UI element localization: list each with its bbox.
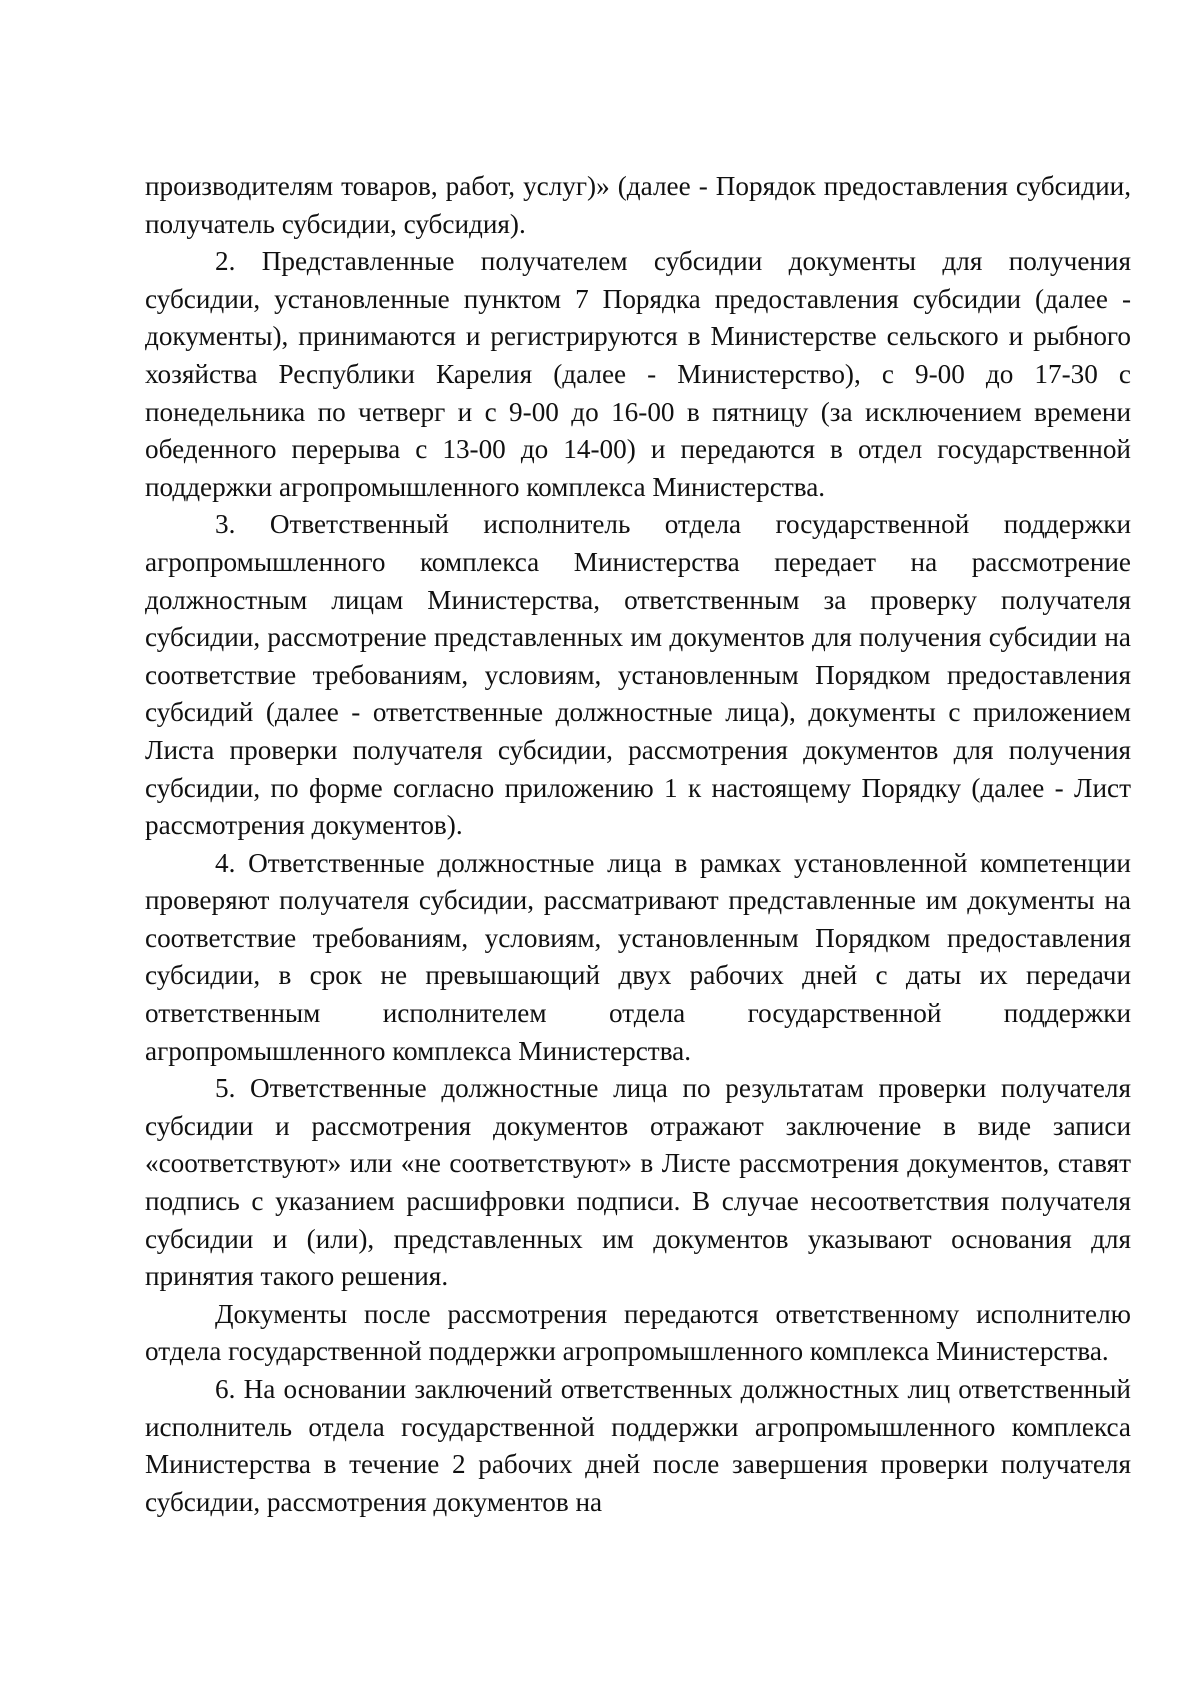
document-body <box>145 168 1131 1521</box>
paragraph-item-5-documents: Документы после рассмотрения передаются ответственному исполнителю отдела государственной поддержки агропромышленного комплекса Министерства. <box>145 1298 1131 1367</box>
paragraph-item-4: 4. Ответственные должностные лица в рамках установленной компетенции проверяют получателя субсидии, рассматривают представленные им документы на соответствие требованиям, условиям, установленным Порядком предоставления субсидии, в срок не превышающий двух рабочих дней с даты их передачи ответственным исполнителем отдела государственной поддержки агропромышленного комплекса Министерства. <box>145 847 1131 1066</box>
paragraph-item-5: 5. Ответственные должностные лица по результатам проверки получателя субсидии и рассмотрения документов отражают заключение в виде записи «соответствуют» или «не соответствуют» в Листе рассмотрения документов, ставят подпись с указанием расшифровки подписи. В случае несоответствия получателя субсидии и (или), представленных им документов указывают основания для принятия такого решения. <box>145 1073 1131 1292</box>
paragraph-item-2: 2. Представленные получателем субсидии документы для получения субсидии, установленные пунктом 7 Порядка предоставления субсидии (далее - документы), принимаются и регистрируются в Министерстве сельского и рыбного хозяйства Республики Карелия (далее - Министерство), с 9-00 до 17-30 с понедельника по четверг и с 9-00 до 16-00 в пятницу (за исключением времени обеденного перерыва с 13-00 до 14-00) и передаются в отдел государственной поддержки агропромышленного комплекса Министерства. <box>145 246 1131 502</box>
paragraph-item-6: 6. На основании заключений ответственных должностных лиц ответственный исполнитель отдела государственной поддержки агропромышленного комплекса Министерства в течение 2 рабочих дней после завершения проверки получателя субсидии, рассмотрения документов на <box>145 1374 1131 1517</box>
paragraph-item-3: 3. Ответственный исполнитель отдела государственной поддержки агропромышленного комплекса Министерства передает на рассмотрение должностным лицам Министерства, ответственным за проверку получателя субсидии, рассмотрение представленных им документов для получения субсидии на соответствие требованиям, условиям, установленным Порядком предоставления субсидий (далее - ответственные должностные лица), документы с приложением Листа проверки получателя субсидии, рассмотрения документов для получения субсидии, по форме согласно приложению 1 к настоящему Порядку (далее - Лист рассмотрения документов). <box>145 509 1131 841</box>
paragraph-continuation: производителям товаров, работ, услуг)» (далее - Порядок предоставления субсидии, получатель субсидии, субсидия). <box>145 171 1131 239</box>
